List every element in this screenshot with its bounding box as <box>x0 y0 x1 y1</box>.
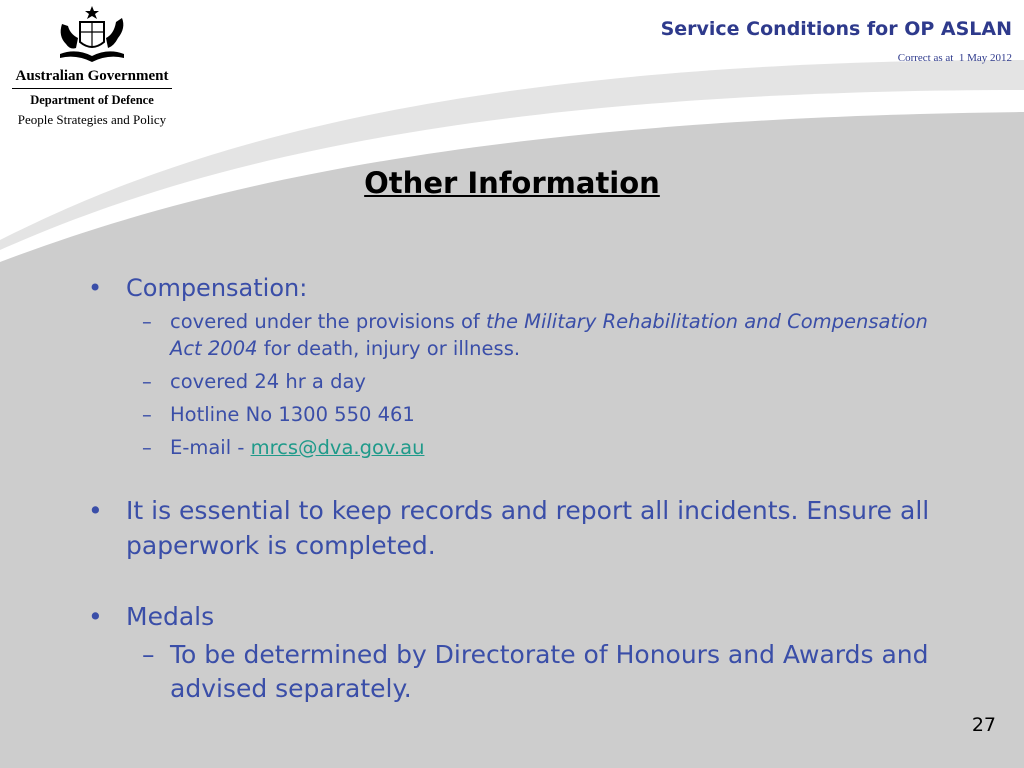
sub-item-email <box>86 434 946 461</box>
bullet-dot: • <box>88 602 103 631</box>
sub-item-hotline <box>86 401 946 428</box>
bullet-medals <box>86 599 946 634</box>
page-title: Other Information <box>364 166 660 200</box>
division-name: People Strategies and Policy <box>17 112 167 127</box>
act-name: the Military Rehabilitation and Compensation Act 2004 <box>170 310 928 360</box>
email-link[interactable]: mrcs@dva.gov.au <box>250 436 425 459</box>
bullet-records <box>86 493 946 563</box>
provisions-prefix: covered under the provisions of <box>170 310 486 333</box>
bullet-compensation <box>86 272 946 304</box>
coat-of-arms-icon <box>52 4 132 66</box>
email-prefix: E-mail - <box>170 436 251 459</box>
provisions-suffix: for death, injury or illness. <box>257 337 521 360</box>
logo-divider <box>12 88 172 89</box>
slide-content <box>86 272 946 706</box>
header-title: Service Conditions for OP ASLAN <box>660 18 1012 40</box>
sub-dash: – <box>142 640 155 669</box>
bullet-dot: • <box>88 496 103 525</box>
government-name: Australian Government <box>15 68 169 84</box>
sub-item-medals <box>86 638 946 706</box>
hours-text: covered 24 hr a day <box>170 370 366 393</box>
sub-dash: – <box>142 436 152 459</box>
government-logo <box>6 4 178 128</box>
medals-text: To be determined by Directorate of Honours and Awards and advised separately. <box>170 640 929 703</box>
sub-dash: – <box>142 403 152 426</box>
page-number: 27 <box>971 714 996 736</box>
department-name: Department of Defence <box>30 93 154 107</box>
sub-dash: – <box>142 370 152 393</box>
bullet-dot: • <box>88 274 103 302</box>
header-date: Correct as at 1 May 2012 <box>897 52 1012 64</box>
records-text: It is essential to keep records and report all incidents. Ensure all paperwork is completed. <box>126 496 930 560</box>
compensation-label: Compensation: <box>126 274 308 302</box>
sub-dash: – <box>142 310 152 333</box>
sub-item-hours <box>86 368 946 395</box>
sub-item-provisions <box>86 308 946 362</box>
hotline-text: Hotline No 1300 550 461 <box>170 403 415 426</box>
medals-label: Medals <box>126 602 215 631</box>
